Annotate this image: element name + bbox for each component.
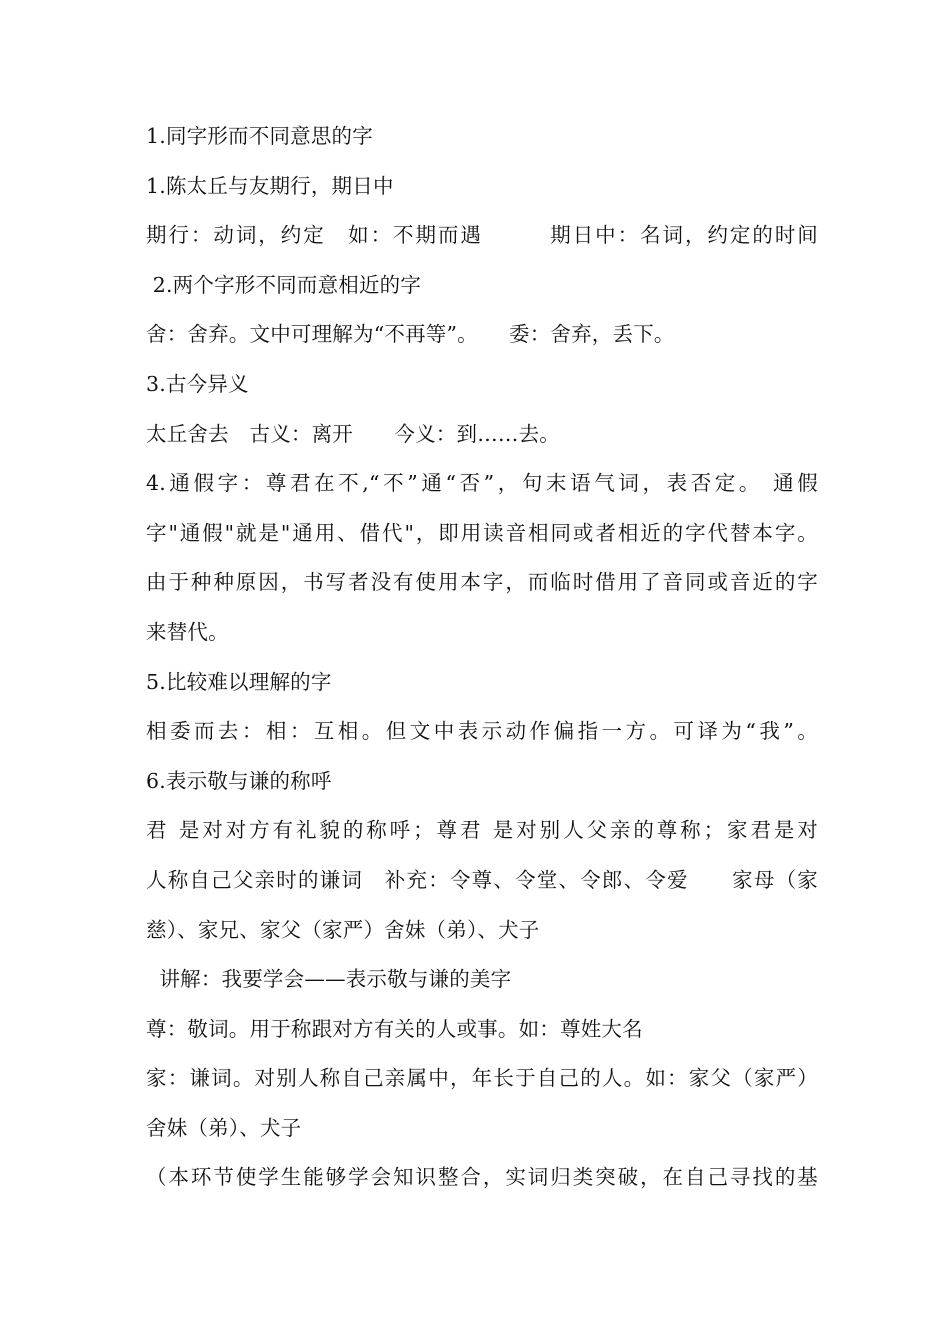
example-sentence-line: 1.陈太丘与友期行，期日中 bbox=[146, 173, 394, 198]
paragraph-honorific-line: 慈）、家兄、家父（家严）舍妹（弟）、犬子 bbox=[146, 917, 540, 942]
lecture-heading: 讲解：我要学会——表示敬与谦的美字 bbox=[146, 967, 512, 992]
heading-same-form-different-meaning: 1.同字形而不同意思的字 bbox=[146, 124, 373, 148]
paragraph-honorific-line: 人称自己父亲时的谦词 补充：令尊、令堂、令郎、令爱 家母（家 bbox=[146, 867, 818, 892]
heading-difficult-characters: 5.比较难以理解的字 bbox=[146, 669, 332, 694]
heading-different-form-similar-meaning: 2.两个字形不同而意相近的字 bbox=[146, 272, 422, 297]
paragraph-tongjia-line: 来替代。 bbox=[146, 619, 229, 644]
paragraph-tongjia-line: 4.通假字：尊君在不,“不”通“否”，句末语气词，表否定。 通假 bbox=[146, 471, 818, 496]
heading-honorific-humble-terms: 6.表示敬与谦的称呼 bbox=[146, 768, 332, 793]
explanation-line: 舍妹（弟）、犬子 bbox=[146, 1115, 302, 1140]
explanation-line: 舍：舍弃。文中可理解为“不再等”。 委：舍弃，丢下。 bbox=[146, 322, 675, 347]
heading-ancient-modern-meaning: 3.古今异义 bbox=[146, 371, 249, 396]
paragraph-tongjia-line: 由于种种原因，书写者没有使用本字，而临时借用了音同或音近的字 bbox=[146, 570, 818, 595]
document-body bbox=[146, 112, 818, 1203]
explanation-line: 尊：敬词。用于称跟对方有关的人或事。如：尊姓大名 bbox=[146, 1016, 643, 1041]
explanation-line: 相委而去：相：互相。但文中表示动作偏指一方。可译为“我”。 bbox=[146, 719, 818, 744]
paragraph-tongjia-line: 字"通假"就是"通用、借代"，即用读音相同或者相近的字代替本字。 bbox=[146, 520, 818, 545]
paragraph-honorific-line: 君 是对对方有礼貌的称呼；尊君 是对别人父亲的尊称；家君是对 bbox=[146, 818, 818, 843]
explanation-line: 期行：动词，约定 如：不期而遇 期日中：名词，约定的时间 bbox=[146, 223, 818, 248]
explanation-line: 家：谦词。对别人称自己亲属中，年长于自己的人。如：家父（家严） bbox=[146, 1066, 818, 1091]
teaching-note-line: （本环节使学生能够学会知识整合，实词归类突破，在自己寻找的基 bbox=[146, 1165, 818, 1190]
explanation-line: 太丘舍去 古义：离开 今义：到……去。 bbox=[146, 421, 560, 446]
